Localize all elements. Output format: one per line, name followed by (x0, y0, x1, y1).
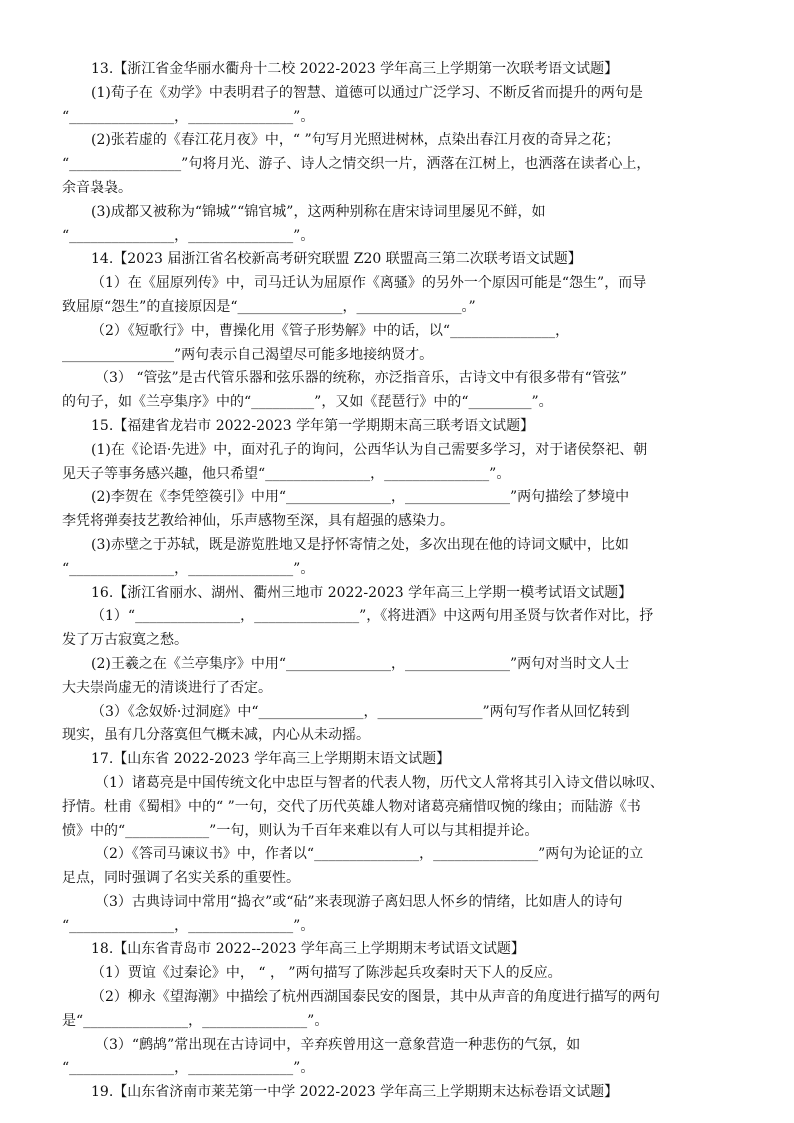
text-line: 14.【2023 届浙江省名校新高考研究联盟 Z20 联盟高三第二次联考语文试题】 (91, 251, 582, 268)
text-line: 愤》中的“____________”一句，则认为千百年来难以有人可以与其相提并论。 (62, 822, 539, 839)
text-line: （3） “管弦”是古代管乐器和弦乐器的统称，亦泛指音乐，古诗文中有很多带有“管弦” (95, 370, 627, 387)
text-line: 19.【山东省济南市莱芜第一中学 2022-2023 学年高三上学期期末达标卷语文试题】 (91, 1084, 619, 1101)
text-line: （1）“_______________，_______________”，《将进酒》中这两句用圣贤与饮者作对比，抒 (91, 608, 654, 625)
text-line: “_______________，_______________”。 (62, 1060, 315, 1077)
text-line: (2)李贺在《李凭箜篌引》中用“_______________，_______________”两句描绘了梦境中 (91, 489, 630, 506)
text-line: （2）《答司马谏议书》中，作者以“_______________，_______________”两句为论证的立 (95, 846, 644, 863)
text-line: (1)荀子在《劝学》中表明君子的智慧、道德可以通过广泛学习、不断反省而提升的两句是 (91, 84, 643, 101)
text-line: （2）柳永《望海潮》中描绘了杭州西湖国泰民安的图景，其中从声音的角度进行描写的两句 (91, 989, 660, 1006)
text-line: 17.【山东省 2022-2023 学年高三上学期期末语文试题】 (91, 751, 451, 768)
text-line: 是“_______________，_______________”。 (62, 1012, 329, 1029)
text-line: “_______________，_______________”。 (62, 227, 315, 244)
text-line: “_______________，_______________”。 (62, 108, 315, 125)
text-line: (1)在《论语·先进》中，面对孔子的询问，公西华认为自己需要多学习，对于诸侯祭祀、朝 (91, 441, 648, 458)
text-line: 足点，同时强调了名实关系的重要性。 (62, 870, 300, 887)
text-line: （1）在《屈原列传》中，司马迁认为屈原作《离骚》的另外一个原因可能是“怨生”，而导 (91, 275, 647, 292)
text-line: (3)赤壁之于苏轼，既是游览胜地又是抒怀寄情之处，多次出现在他的诗词文赋中，比如 (91, 536, 629, 553)
text-line: “_______________，_______________”。 (62, 560, 315, 577)
text-line: “________________”句将月光、游子、诗人之情交织一片，洒落在江树上，也洒落在读者心上， (62, 156, 651, 173)
text-line: 15.【福建省龙岩市 2022-2023 学年第一学期期末高三联考语文试题】 (91, 417, 535, 434)
text-line: （2）《短歌行》中，曹操化用《管子形势解》中的话，以“_______________， (91, 322, 570, 339)
text-line: “_______________，_______________”。 (62, 917, 315, 934)
text-line: （3）古典诗词中常用“捣衣”或“砧”来表现游子离妇思人怀乡的情绪，比如唐人的诗句 (95, 893, 623, 910)
text-line: 18.【山东省青岛市 2022--2023 学年高三上学期期末考试语文试题】 (91, 941, 525, 958)
text-line: (3)成都又被称为“锦城”“锦官城”，这两种别称在唐宋诗词里屡见不鲜，如 (91, 203, 546, 220)
text-line: 余音袅袅。 (62, 179, 132, 196)
text-line: 李凭将弹奏技艺教给神仙，乐声感物至深，具有超强的感染力。 (62, 513, 454, 530)
text-line: 致屈原“怨生”的直接原因是“_______________，_______________。” (62, 298, 476, 315)
text-line: ________________”两句表示自己渴望尽可能多地接纳贤才。 (62, 346, 434, 363)
text-line: （1）诸葛亮是中国传统文化中忠臣与智者的代表人物，历代文人常将其引入诗文借以咏叹、 (95, 774, 664, 791)
text-line: 13.【浙江省金华丽水衢舟十二校 2022-2023 学年高三上学期第一次联考语文试题】 (91, 61, 619, 77)
text-line: （3）“鹧鸪”常出现在古诗词中，辛弃疾曾用这一意象营造一种悲伤的气氛，如 (95, 1036, 581, 1053)
text-line: 发了万古寂寞之愁。 (62, 632, 188, 649)
text-line: 抒情。杜甫《蜀相》中的“ ”一句，交代了历代英雄人物对诸葛亮痛惜叹惋的缘由；而陆游《书 (62, 798, 641, 815)
text-line: 16.【浙江省丽水、湖州、衢州三地市 2022-2023 学年高三上学期一模考试语文试题】 (91, 584, 633, 601)
text-line: 现实，虽有几分落寞但气概未减，内心从未动摇。 (62, 727, 370, 744)
document-page (62, 58, 734, 1105)
text-line: （1）贾谊《过秦论》中， “ ， ”两句描写了陈涉起兵攻秦时天下人的反应。 (91, 965, 562, 982)
text-line: 的句子，如《兰亭集序》中的“_________”，又如《琵琶行》中的“_________”。 (62, 394, 553, 411)
text-line: （3）《念奴娇·过洞庭》中“_______________，_______________”两句写作者从回忆转到 (91, 703, 630, 720)
text-line: (2)张若虚的《春江花月夜》中，“ ”句写月光照进树林，点染出春江月夜的奇异之花； (91, 132, 620, 149)
text-line: 大夫崇尚虚无的清谈进行了否定。 (62, 679, 272, 696)
text-line: (2)王羲之在《兰亭集序》中用“_______________，_______________”两句对当时文人士 (91, 655, 630, 672)
text-line: 见天子等事务感兴趣，他只希望“_______________，_______________”。 (62, 465, 511, 482)
